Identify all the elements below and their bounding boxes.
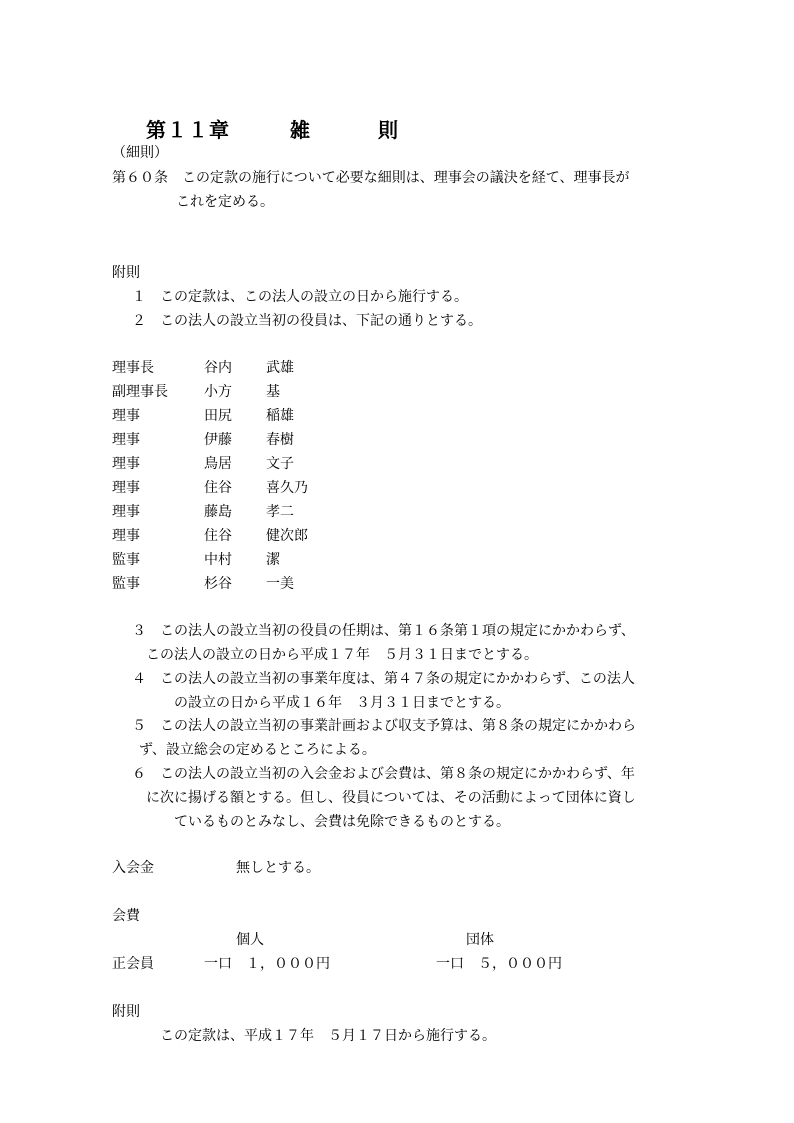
chapter-title: 第１１章 xyxy=(146,118,230,142)
item4-line2: の設立の日から平成１６年 ３月３１日までとする。 xyxy=(174,695,510,711)
chapter-title-part2: 雑 xyxy=(290,118,311,142)
item6-line2: に次に揚げる額とする。但し、役員については、その活動によって団体に資し xyxy=(146,790,636,806)
article60-heading: （細則） xyxy=(112,145,168,161)
officer-family-name: 小方 xyxy=(204,384,232,400)
item4-line1: ４ この法人の設立当初の事業年度は、第４７条の規定にかかわらず、この法人 xyxy=(132,671,635,687)
officer-family-name: 田尻 xyxy=(204,408,232,424)
dues-label: 会費 xyxy=(112,908,140,924)
group-dues-amount: 一口 ５，０００円 xyxy=(436,956,562,972)
officer-role: 副理事長 xyxy=(112,384,168,400)
officer-role: 監事 xyxy=(112,576,140,592)
officer-role: 理事 xyxy=(112,528,140,544)
item6-line1: ６ この法人の設立当初の入会金および会費は、第８条の規定にかかわらず、年 xyxy=(132,766,635,782)
supplementary1-item1: １ この定款は、この法人の設立の日から施行する。 xyxy=(132,289,468,305)
individual-dues-amount: 一口 １，０００円 xyxy=(204,956,330,972)
officer-given-name: 文子 xyxy=(266,456,294,472)
officer-given-name: 孝二 xyxy=(266,504,294,520)
supplementary2-heading: 附則 xyxy=(112,1004,140,1020)
officer-family-name: 中村 xyxy=(204,552,232,568)
officer-role: 理事 xyxy=(112,408,140,424)
officer-role: 理事 xyxy=(112,480,140,496)
article60-line1: 第６０条 この定款の施行について必要な細則は、理事会の議決を経て、理事長が xyxy=(112,170,630,186)
entrance-fee-value: 無しとする。 xyxy=(236,860,320,876)
officer-given-name: 喜久乃 xyxy=(266,480,308,496)
officer-role: 理事 xyxy=(112,432,140,448)
item3-line2: この法人の設立の日から平成１７年 ５月３１日までとする。 xyxy=(146,647,538,663)
officer-given-name: 一美 xyxy=(266,576,294,592)
dues-column-group: 団体 xyxy=(466,932,494,948)
officer-role: 理事 xyxy=(112,504,140,520)
item3-line1: ３ この法人の設立当初の役員の任期は、第１６条第１項の規定にかかわらず、 xyxy=(132,623,635,639)
item6-line3: ているものとみなし、会費は免除できるものとする。 xyxy=(174,814,510,830)
officer-given-name: 潔 xyxy=(266,552,280,568)
chapter-title-part3: 則 xyxy=(378,118,399,142)
supplementary1-heading: 附則 xyxy=(112,265,140,281)
supplementary2-text: この定款は、平成１７年 ５月１７日から施行する。 xyxy=(160,1028,496,1044)
officer-role: 理事長 xyxy=(112,360,154,376)
officer-family-name: 谷内 xyxy=(204,360,232,376)
officer-family-name: 藤島 xyxy=(204,504,232,520)
officer-family-name: 住谷 xyxy=(204,480,232,496)
officer-given-name: 武雄 xyxy=(266,360,294,376)
officer-family-name: 杉谷 xyxy=(204,576,232,592)
officer-family-name: 伊藤 xyxy=(204,432,232,448)
item5-line1: ５ この法人の設立当初の事業計画および収支予算は、第８条の規定にかかわら xyxy=(132,718,636,734)
officer-given-name: 基 xyxy=(266,384,280,400)
entrance-fee-label: 入会金 xyxy=(112,860,154,876)
officer-given-name: 稲雄 xyxy=(266,408,294,424)
officer-given-name: 健次郎 xyxy=(266,528,308,544)
supplementary1-item2: ２ この法人の設立当初の役員は、下記の通りとする。 xyxy=(132,313,482,329)
article60-line2: これを定める。 xyxy=(176,194,274,210)
officer-role: 監事 xyxy=(112,552,140,568)
officer-family-name: 住谷 xyxy=(204,528,232,544)
dues-column-individual: 個人 xyxy=(236,932,264,948)
officer-family-name: 鳥居 xyxy=(204,456,232,472)
officer-role: 理事 xyxy=(112,456,140,472)
item5-line2: ず、設立総会の定めるところによる。 xyxy=(139,742,376,758)
officer-given-name: 春樹 xyxy=(266,432,294,448)
regular-member-label: 正会員 xyxy=(112,956,154,972)
